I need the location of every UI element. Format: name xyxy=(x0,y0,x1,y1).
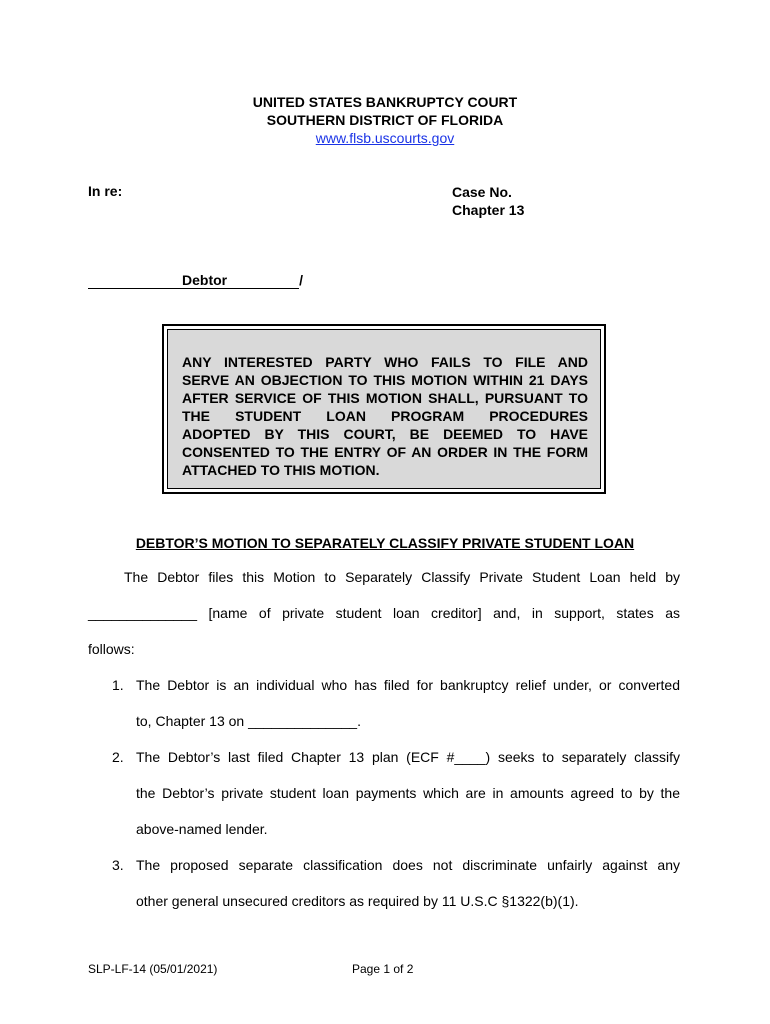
notice-box-inner xyxy=(167,329,601,489)
item-number: 3. xyxy=(112,857,124,873)
notice-line: ADOPTED BY THIS COURT, BE DEEMED TO HAVE xyxy=(182,426,588,442)
debtor-caption xyxy=(88,272,303,289)
district-name: SOUTHERN DISTRICT OF FLORIDA xyxy=(266,112,504,128)
notice-line: SERVE AN OBJECTION TO THIS MOTION WITHIN 21 DAYS xyxy=(182,372,588,388)
motion-title: DEBTOR’S MOTION TO SEPARATELY CLASSIFY PRIVATE STUDENT LOAN xyxy=(135,535,635,551)
notice-line: THE STUDENT LOAN PROGRAM PROCEDURES xyxy=(182,408,588,424)
chapter-label: Chapter 13 xyxy=(452,202,525,218)
item-number: 2. xyxy=(112,749,124,765)
item-line: The proposed separate classification does not discriminate unfairly against any xyxy=(136,857,680,873)
form-id: SLP-LF-14 (05/01/2021) xyxy=(88,962,218,976)
notice-line: ANY INTERESTED PARTY WHO FAILS TO FILE AND xyxy=(182,354,588,370)
intro-line: The Debtor files this Motion to Separately Classify Private Student Loan held by xyxy=(124,569,680,585)
item-line: to, Chapter 13 on ______________. xyxy=(136,713,361,729)
case-no-label: Case No. xyxy=(452,184,512,200)
item-line: above-named lender. xyxy=(136,821,268,837)
in-re-label: In re: xyxy=(88,183,123,199)
notice-line: AFTER SERVICE OF THIS MOTION SHALL, PURSUANT TO xyxy=(182,390,588,406)
item-line: other general unsecured creditors as required by 11 U.S.C §1322(b)(1). xyxy=(136,893,579,909)
notice-box xyxy=(162,324,606,494)
debtor-name-blank xyxy=(88,273,182,289)
notice-line: CONSENTED TO THE ENTRY OF AN ORDER IN THE FORM xyxy=(182,444,588,460)
intro-line: follows: xyxy=(88,641,135,657)
court-website-link[interactable]: www.flsb.uscourts.gov xyxy=(315,130,455,146)
intro-paragraph xyxy=(88,568,680,676)
item-line: The Debtor’s last filed Chapter 13 plan (ECF #____) seeks to separately classify xyxy=(136,749,680,765)
court-name: UNITED STATES BANKRUPTCY COURT xyxy=(252,94,518,110)
item-line: The Debtor is an individual who has filed for bankruptcy relief under, or converted xyxy=(136,677,680,693)
case-block xyxy=(452,183,524,219)
debtor-label: Debtor xyxy=(182,272,228,288)
intro-line: ______________ [name of private student loan creditor] and, in support, states as xyxy=(88,605,680,621)
notice-line: ATTACHED TO THIS MOTION. xyxy=(182,462,380,478)
court-header xyxy=(0,93,770,147)
caption-slash: / xyxy=(299,272,304,288)
page-number: Page 1 of 2 xyxy=(352,962,414,976)
item-line: the Debtor’s private student loan payments which are in amounts agreed to by the xyxy=(136,785,680,801)
item-number: 1. xyxy=(112,677,124,693)
debtor-trailing-blank xyxy=(227,273,299,289)
notice-text xyxy=(182,353,588,479)
